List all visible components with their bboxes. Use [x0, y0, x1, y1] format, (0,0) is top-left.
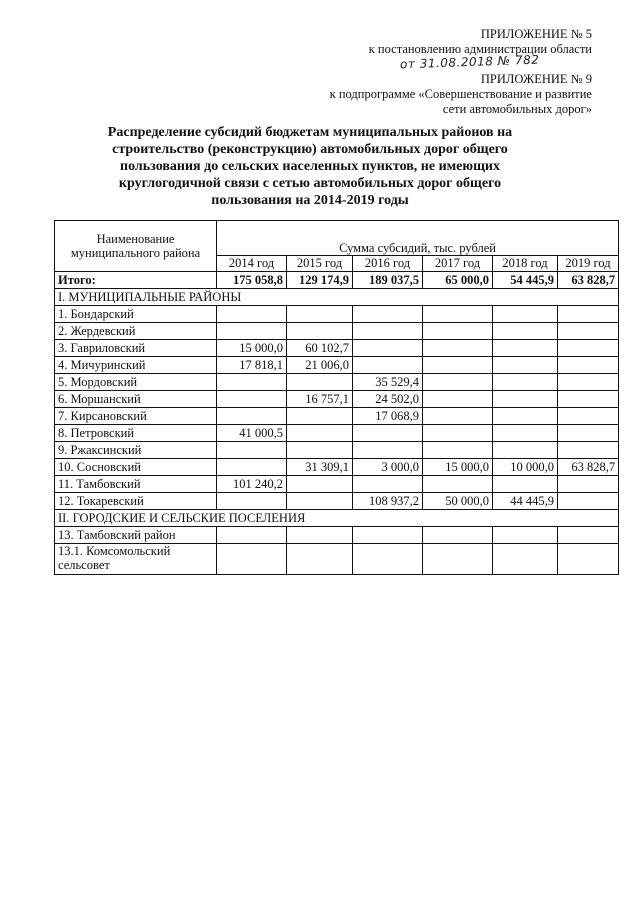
subsidy-value: [353, 425, 423, 442]
subsidy-value: [423, 340, 493, 357]
section-title-settlements: II. ГОРОДСКИЕ И СЕЛЬСКИЕ ПОСЕЛЕНИЯ: [55, 510, 619, 527]
header-year: 2017 год: [423, 256, 493, 272]
section-row: [55, 289, 619, 306]
subsidy-value: [287, 374, 353, 391]
district-name: 6. Моршанский: [55, 391, 217, 408]
title-line-5: пользования на 2014-2019 годы: [211, 193, 409, 208]
subsidy-value: [493, 527, 558, 544]
subsidy-value: [217, 306, 287, 323]
subsidy-value: [217, 323, 287, 340]
subsidy-value: 15 000,0: [423, 459, 493, 476]
subsidy-value: [493, 323, 558, 340]
total-label: Итого:: [55, 272, 217, 289]
subsidy-value: [423, 306, 493, 323]
table-row: [55, 442, 619, 459]
subsidy-value: 24 502,0: [353, 391, 423, 408]
subsidy-value: [217, 442, 287, 459]
district-name: 12. Токаревский: [55, 493, 217, 510]
subsidy-value: 35 529,4: [353, 374, 423, 391]
table-row: [55, 425, 619, 442]
subsidy-value: [353, 323, 423, 340]
subsidy-value: [287, 476, 353, 493]
subsidy-value: [217, 493, 287, 510]
subsidy-value: [558, 357, 619, 374]
subsidy-value: [423, 442, 493, 459]
appendix-9-title: ПРИЛОЖЕНИЕ № 9: [480, 72, 592, 86]
district-name: 4. Мичуринский: [55, 357, 217, 374]
total-value: 65 000,0: [423, 272, 493, 289]
table-row: [55, 374, 619, 391]
district-name: 5. Мордовский: [55, 374, 217, 391]
header-year: 2018 год: [493, 256, 558, 272]
district-name: 11. Тамбовский: [55, 476, 217, 493]
subsidy-value: [493, 391, 558, 408]
subsidy-value: 60 102,7: [287, 340, 353, 357]
subsidy-value: [287, 408, 353, 425]
subsidy-value: 50 000,0: [423, 493, 493, 510]
district-name: 1. Бондарский: [55, 306, 217, 323]
table-row: [55, 323, 619, 340]
district-name: 13.1. Комсомольский сельсовет: [55, 544, 217, 575]
subsidy-value: [287, 442, 353, 459]
subsidy-value: 108 937,2: [353, 493, 423, 510]
subsidy-value: [353, 442, 423, 459]
subsidy-value: [558, 374, 619, 391]
subsidy-value: [558, 527, 619, 544]
subsidy-value: 16 757,1: [287, 391, 353, 408]
subsidy-value: [217, 374, 287, 391]
appendix-5-block: [369, 27, 592, 57]
district-name: 3. Гавриловский: [55, 340, 217, 357]
subsidy-value: [558, 306, 619, 323]
subsidy-value: [423, 527, 493, 544]
subsidy-value: 63 828,7: [558, 459, 619, 476]
subsidy-value: [423, 323, 493, 340]
subsidy-value: 15 000,0: [217, 340, 287, 357]
subsidy-value: [353, 340, 423, 357]
title-line-2: строительство (реконструкцию) автомобильных дорог общего: [112, 142, 508, 157]
subsidy-value: [493, 442, 558, 459]
subsidy-value: [353, 476, 423, 493]
subsidy-value: [493, 544, 558, 575]
total-value: 63 828,7: [558, 272, 619, 289]
subsidy-value: [287, 527, 353, 544]
subsidy-value: [423, 357, 493, 374]
document-title: [100, 124, 520, 209]
subsidy-value: [287, 323, 353, 340]
header-subsidy-sum: Сумма субсидий, тыс. рублей: [217, 221, 619, 256]
appendix-5-title: ПРИЛОЖЕНИЕ № 5: [480, 27, 592, 41]
subsidy-value: [493, 425, 558, 442]
subsidy-value: [558, 408, 619, 425]
header-year: 2016 год: [353, 256, 423, 272]
subsidy-value: 44 445,9: [493, 493, 558, 510]
section-title-municipal: I. МУНИЦИПАЛЬНЫЕ РАЙОНЫ: [55, 289, 619, 306]
subsidy-value: 101 240,2: [217, 476, 287, 493]
title-line-3: пользования до сельских населенных пунктов, не имеющих: [120, 159, 500, 174]
table-row: [55, 408, 619, 425]
section-row: [55, 510, 619, 527]
subsidy-value: [217, 544, 287, 575]
subsidy-value: [287, 306, 353, 323]
total-value: 129 174,9: [287, 272, 353, 289]
total-row: [55, 272, 619, 289]
subsidy-value: [493, 306, 558, 323]
subsidy-value: 10 000,0: [493, 459, 558, 476]
subsidy-value: 31 309,1: [287, 459, 353, 476]
subsidy-value: [558, 476, 619, 493]
table-row: [55, 493, 619, 510]
total-value: 189 037,5: [353, 272, 423, 289]
subsidy-value: [423, 425, 493, 442]
subsidy-value: [493, 476, 558, 493]
subsidy-value: [217, 391, 287, 408]
subsidy-value: [353, 357, 423, 374]
resolution-reference: к постановлению администрации области: [368, 42, 592, 56]
header-year: 2014 год: [217, 256, 287, 272]
subprogram-line-1: к подпрограмме «Совершенствование и развитие: [329, 87, 592, 101]
subsidy-value: [423, 476, 493, 493]
subsidy-table: [54, 220, 619, 575]
subsidy-value: [353, 544, 423, 575]
table-row: [55, 391, 619, 408]
header-district-name: Наименование муниципального района: [55, 221, 217, 272]
subsidy-value: 17 068,9: [353, 408, 423, 425]
subsidy-value: [353, 306, 423, 323]
subsidy-value: [287, 493, 353, 510]
subsidy-value: [558, 391, 619, 408]
table-row: [55, 357, 619, 374]
subsidy-value: [287, 544, 353, 575]
subsidy-value: [423, 391, 493, 408]
subsidy-value: [217, 527, 287, 544]
subsidy-value: [558, 323, 619, 340]
subsidy-value: [493, 340, 558, 357]
table-row: [55, 459, 619, 476]
table-row: [55, 340, 619, 357]
title-line-4: круглогодичной связи с сетью автомобильных дорог общего: [118, 176, 502, 191]
subsidy-value: 41 000,5: [217, 425, 287, 442]
subsidy-value: 3 000,0: [353, 459, 423, 476]
header-year: 2019 год: [558, 256, 619, 272]
subsidy-value: [493, 408, 558, 425]
district-name: 10. Сосновский: [55, 459, 217, 476]
subsidy-value: 17 818,1: [217, 357, 287, 374]
district-name: 7. Кирсановский: [55, 408, 217, 425]
district-name: 13. Тамбовский район: [55, 527, 217, 544]
header-year: 2015 год: [287, 256, 353, 272]
subprogram-line-2: сети автомобильных дорог»: [442, 102, 592, 116]
total-value: 175 058,8: [217, 272, 287, 289]
subsidy-value: [558, 442, 619, 459]
subsidy-value: [423, 408, 493, 425]
district-name: 9. Ржаксинский: [55, 442, 217, 459]
subsidy-value: [558, 340, 619, 357]
subsidy-value: [217, 408, 287, 425]
subsidy-value: [287, 425, 353, 442]
table-row: [55, 306, 619, 323]
title-line-1: Распределение субсидий бюджетам муниципальных районов на: [107, 125, 513, 140]
subsidy-value: [493, 374, 558, 391]
district-name: 2. Жердевский: [55, 323, 217, 340]
subsidy-value: [217, 459, 287, 476]
subsidy-value: [558, 493, 619, 510]
subsidy-value: [493, 357, 558, 374]
district-name: 8. Петровский: [55, 425, 217, 442]
subsidy-value: [558, 425, 619, 442]
subsidy-value: [558, 544, 619, 575]
appendix-9-block: [330, 72, 592, 117]
table-row: [55, 476, 619, 493]
table-row: [55, 544, 619, 575]
table-row: [55, 527, 619, 544]
subsidy-value: [423, 544, 493, 575]
subsidy-value: [353, 527, 423, 544]
subsidy-value: 21 006,0: [287, 357, 353, 374]
total-value: 54 445,9: [493, 272, 558, 289]
handwritten-date: от 31.08.2018 № 782: [399, 52, 540, 72]
subsidy-value: [423, 374, 493, 391]
